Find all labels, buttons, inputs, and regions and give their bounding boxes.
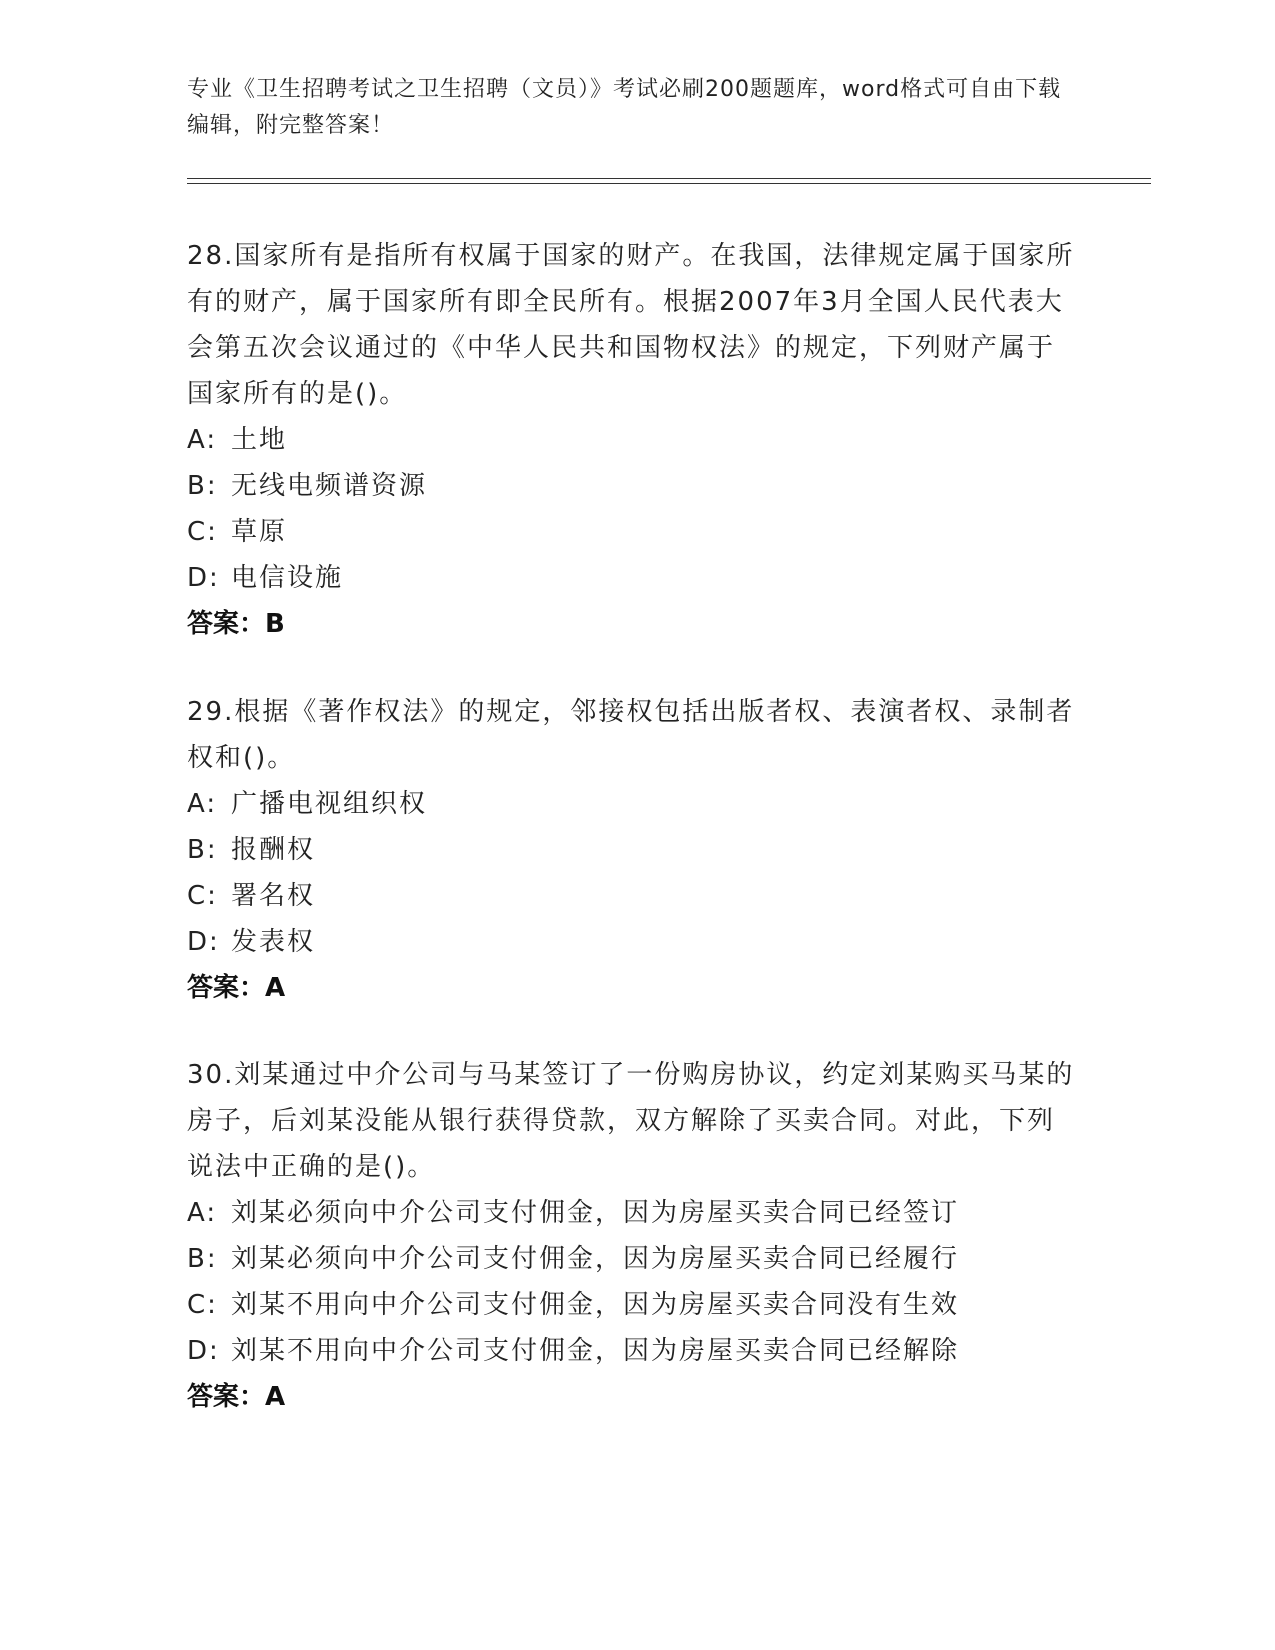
option-letter: B: xyxy=(187,835,218,865)
option-text: 无线电频谱资源 xyxy=(231,471,428,501)
question-29 xyxy=(187,689,1077,1011)
option-text: 草原 xyxy=(231,517,288,547)
option-letter: A: xyxy=(187,1198,218,1228)
option-b xyxy=(187,463,1077,509)
option-letter: D: xyxy=(187,927,220,957)
option-text: 刘某不用向中介公司支付佣金，因为房屋买卖合同没有生效 xyxy=(231,1290,960,1320)
option-b xyxy=(187,827,1077,873)
option-a xyxy=(187,781,1077,827)
option-text: 刘某必须向中介公司支付佣金，因为房屋买卖合同已经签订 xyxy=(231,1198,960,1228)
option-b xyxy=(187,1236,1077,1282)
answer-label: 答案：A xyxy=(187,973,286,1003)
option-a xyxy=(187,417,1077,463)
option-letter: D: xyxy=(187,563,220,593)
option-d xyxy=(187,555,1077,601)
option-d xyxy=(187,1328,1077,1374)
option-text: 刘某不用向中介公司支付佣金，因为房屋买卖合同已经解除 xyxy=(231,1336,960,1366)
option-c xyxy=(187,873,1077,919)
question-stem: 29.根据《著作权法》的规定，邻接权包括出版者权、表演者权、录制者权和()。 xyxy=(187,697,1075,773)
option-text: 报酬权 xyxy=(231,835,316,865)
option-letter: A: xyxy=(187,789,218,819)
option-letter: C: xyxy=(187,881,218,911)
header-divider-bottom xyxy=(187,183,1151,184)
option-text: 土地 xyxy=(231,425,288,455)
option-letter: D: xyxy=(187,1336,220,1366)
option-letter: B: xyxy=(187,471,218,501)
option-text: 发表权 xyxy=(231,927,316,957)
option-c xyxy=(187,1282,1077,1328)
option-text: 署名权 xyxy=(231,881,316,911)
option-text: 广播电视组织权 xyxy=(231,789,428,819)
question-stem: 30.刘某通过中介公司与马某签订了一份购房协议，约定刘某购买马某的房子，后刘某没能从银行获得贷款，双方解除了买卖合同。对此，下列说法中正确的是()。 xyxy=(187,1060,1075,1182)
answer-label: 答案：B xyxy=(187,609,285,639)
question-stem: 28.国家所有是指所有权属于国家的财产。在我国，法律规定属于国家所有的财产，属于国家所有即全民所有。根据2007年3月全国人民代表大会第五次会议通过的《中华人民共和国物权法》的规定，下列财产属于国家所有的是()。 xyxy=(187,241,1075,409)
question-30 xyxy=(187,1052,1077,1420)
header-divider-top xyxy=(187,178,1151,179)
option-d xyxy=(187,919,1077,965)
option-letter: C: xyxy=(187,517,218,547)
option-a xyxy=(187,1190,1077,1236)
answer-label: 答案：A xyxy=(187,1382,286,1412)
option-letter: B: xyxy=(187,1244,218,1274)
option-text: 电信设施 xyxy=(231,563,344,593)
option-letter: C: xyxy=(187,1290,218,1320)
option-c xyxy=(187,509,1077,555)
question-28 xyxy=(187,233,1077,647)
document-header: 专业《卫生招聘考试之卫生招聘（文员）》考试必刷200题题库，word格式可自由下载编辑，附完整答案！ xyxy=(187,77,1062,138)
option-letter: A: xyxy=(187,425,218,455)
option-text: 刘某必须向中介公司支付佣金，因为房屋买卖合同已经履行 xyxy=(231,1244,960,1274)
